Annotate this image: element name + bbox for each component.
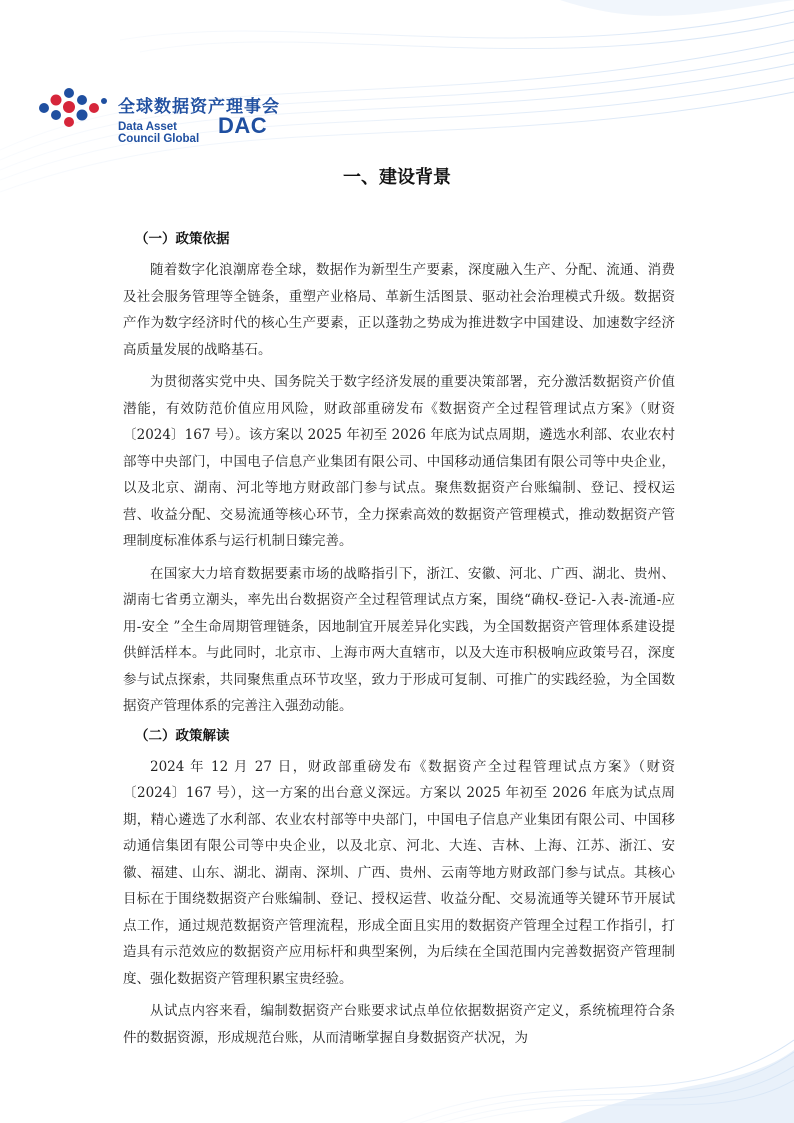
document-body (123, 229, 675, 1057)
logo-english-name-line1: Data Asset (118, 121, 178, 133)
dac-logo-dots-icon (38, 86, 118, 136)
logo-chinese-name: 全球数据资产理事会 (118, 97, 280, 117)
paragraph: 在国家大力培育数据要素市场的战略指引下，浙江、安徽、河北、广西、湖北、贵州、湖南七省勇立潮头，率先出台数据资产全过程管理试点方案，围绕“确权-登记-入表-流通-应用-安全 ”全生命周期管理链条，因地制宜开展差异化实践，为全国数据资产管理体系建设提供鲜活样本。与此同时，北京市、上海市两大直辖市，以及大连市积极响应政策号召，深度参与试点探索，共同聚焦重点环节攻坚，致力于形成可复制、可推广的实践经验，为全国数据资产管理体系的完善注入强劲动能。 (123, 565, 675, 714)
paragraph: 随着数字化浪潮席卷全球，数据作为新型生产要素，深度融入生产、分配、流通、消费及社会服务管理等全链条，重塑产业格局、革新生活图景、驱动社会治理模式升级。数据资产作为数字经济时代的核心生产要素，正以蓬勃之势成为推进数字中国建设、加速数字经济高质量发展的战略基石。 (123, 262, 675, 358)
logo-abbreviation: DAC (218, 113, 268, 138)
paragraph: 从试点内容来看，编制数据资产台账要求试点单位依据数据资产定义，系统梳理符合条件的数据资源，形成规范台账，从而清晰掌握自身数据资产状况，为 (123, 1003, 675, 1046)
paragraph: 2024 年 12 月 27 日，财政部重磅发布《数据资产全过程管理试点方案》（财资〔2024〕167 号），这一方案的出台意义深远。方案以 2025 年初至 2026 年底为试点周期，精心遴选了水利部、农业农村部等中央部门，中国电子信息产业集团有限公司、中国移动通信集团有限公司等中央企业，以及北京、河北、大连、吉林、上海、江苏、浙江、安徽、福建、山东、湖北、湖南、深圳、广西、贵州、云南等地方财政部门参与试点。其核心目标在于围绕数据资产台账编制、登记、授权运营、收益分配、交易流通等关键环节开展试点工作，通过规范数据资产管理流程，形成全面且实用的数据资产管理全过程工作指引，打造具有示范效应的数据资产应用标杆和典型案例，为后续在全国范围内完善数据资产管理制度、强化数据资产管理积累宝贵经验。 (123, 758, 675, 987)
section-heading-policy-interpretation: （二）政策解读 (135, 727, 230, 744)
page-title: 一、建设背景 (343, 167, 451, 188)
section-heading-policy-basis: （一）政策依据 (135, 231, 230, 247)
dac-logo (38, 86, 298, 145)
logo-english-name-line2: Council Global (118, 133, 200, 145)
paragraph: 为贯彻落实党中央、国务院关于数字经济发展的重要决策部署，充分激活数据资产价值潜能，有效防范价值应用风险，财政部重磅发布《数据资产全过程管理试点方案》（财资〔2024〕167 号）。该方案以 2025 年初至 2026 年底为试点周期，遴选水利部、农业农村部等中央部门，中国电子信息产业集团有限公司、中国移动通信集团有限公司等中央企业，以及北京、湖南、河北等地方财政部门参与试点。聚焦数据资产台账编制、登记、授权运营、收益分配、交易流通等核心环节，全力探索高效的数据资产管理模式，推动数据资产管理制度标准体系与运行机制日臻完善。 (123, 374, 675, 549)
